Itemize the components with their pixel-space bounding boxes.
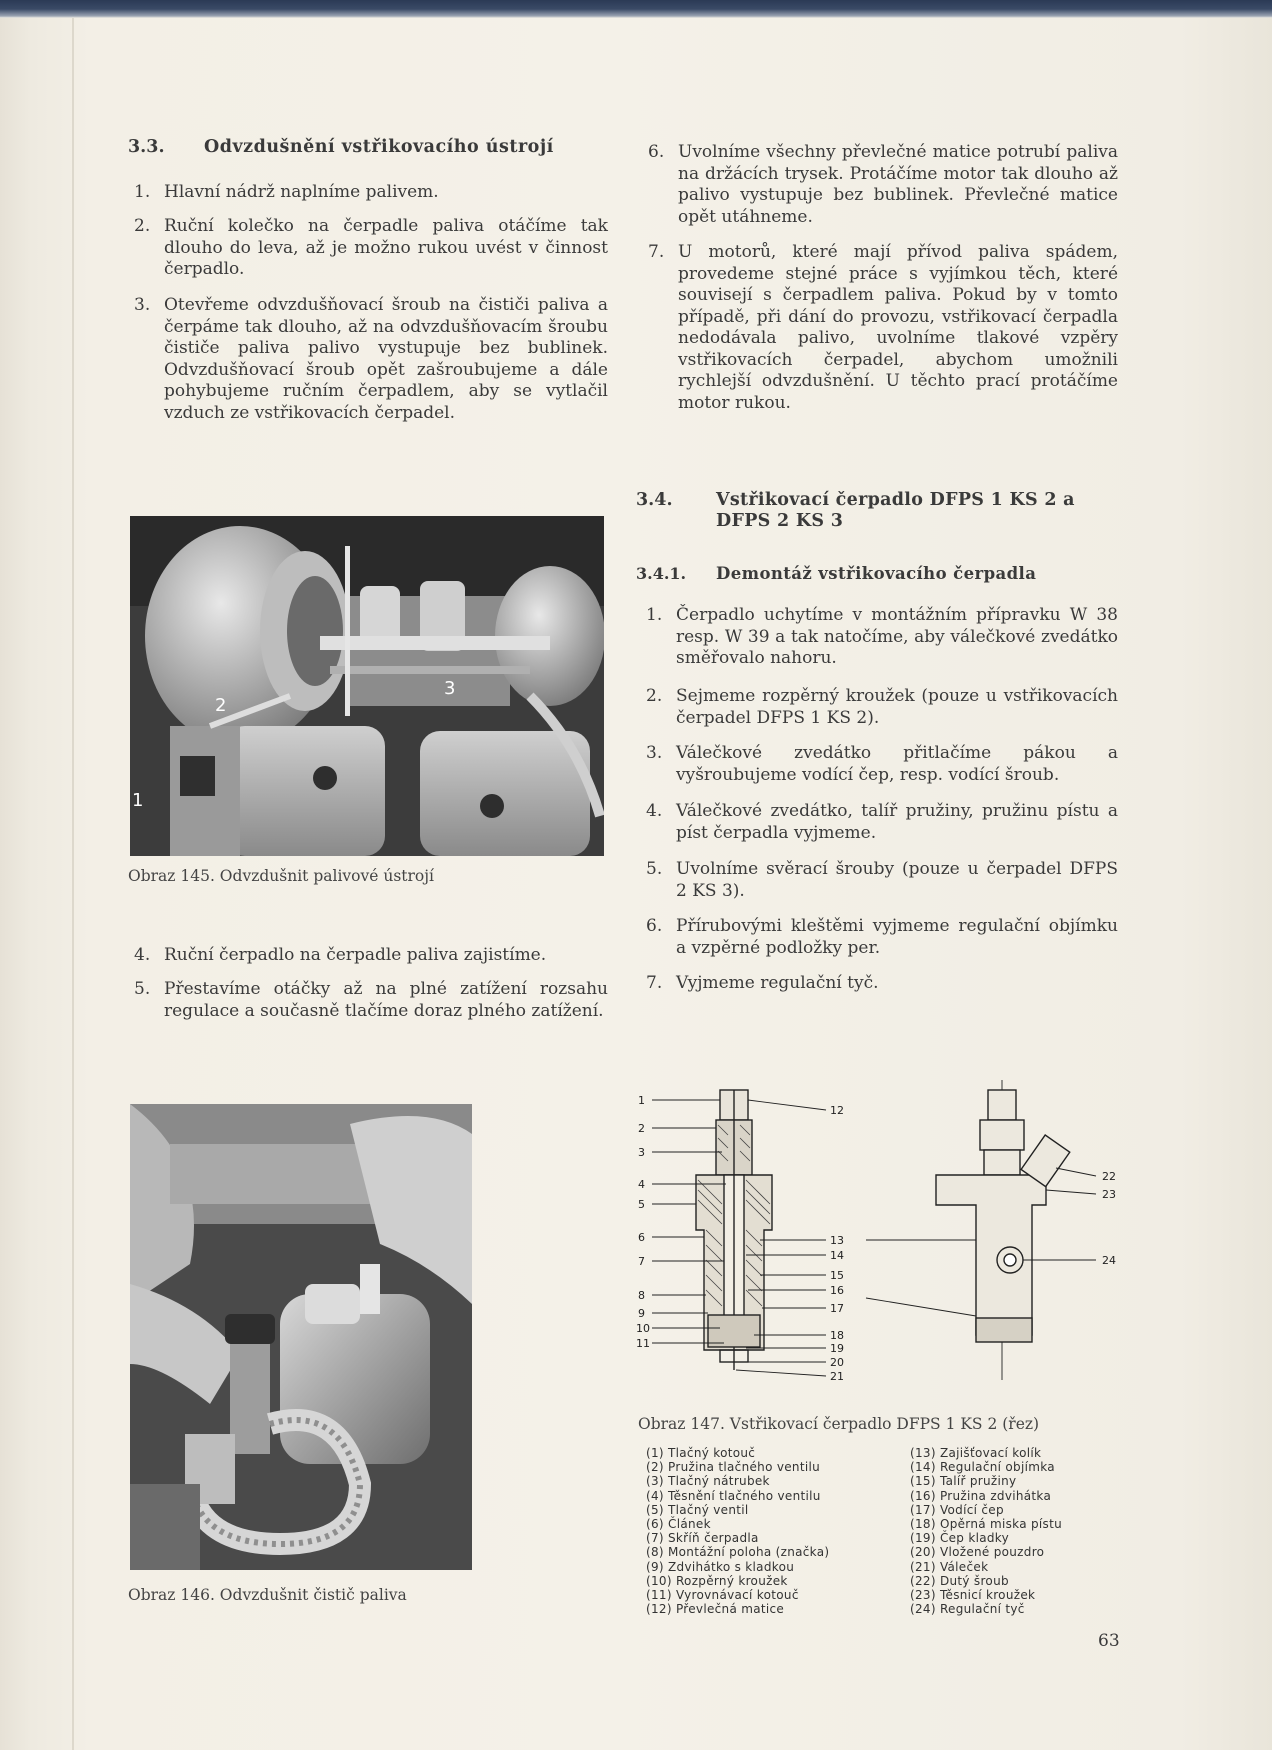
legend-item: (11) Vyrovnávací kotouč: [646, 1588, 799, 1603]
svg-text:6: 6: [638, 1231, 645, 1244]
svg-text:19: 19: [830, 1342, 844, 1355]
legend-right: [910, 1446, 1062, 1616]
item-number: 5.: [646, 859, 663, 879]
item-text: Přírubovými kleštěmi vyjmeme regulační objímku a vzpěrné podložky per.: [676, 916, 1118, 958]
legend-item: (12) Převlečná matice: [646, 1602, 785, 1617]
legend-item: (6) Článek: [646, 1517, 711, 1532]
section-33-title: Odvzdušnění vstřikovacího ústrojí: [204, 137, 554, 157]
svg-text:9: 9: [638, 1307, 645, 1320]
legend-item: (13) Zajišťovací kolík: [910, 1446, 1042, 1460]
legend-item: (2) Pružina tlačného ventilu: [646, 1460, 820, 1475]
legend-item: (8) Montážní poloha (značka): [646, 1545, 830, 1560]
svg-text:1: 1: [638, 1094, 645, 1107]
svg-text:3: 3: [444, 678, 456, 699]
figure-147-drawing: [636, 1080, 1126, 1405]
section-34-number: 3.4.: [636, 490, 673, 510]
legend-item: (23) Těsnicí kroužek: [910, 1588, 1036, 1603]
demontaz-item-4: [646, 801, 1118, 844]
list-item-left-3: [134, 295, 608, 424]
legend-item: (18) Opěrná miska pístu: [910, 1517, 1062, 1532]
item-number: 4.: [646, 801, 663, 821]
svg-text:14: 14: [830, 1249, 844, 1262]
svg-text:7: 7: [638, 1255, 645, 1268]
item-number: 7.: [648, 242, 665, 262]
figure-146-caption: Obraz 146. Odvzdušnit čistič paliva: [128, 1586, 407, 1604]
item-number: 3.: [134, 295, 151, 315]
svg-text:3: 3: [638, 1146, 645, 1159]
section-34-title-line1: Vstřikovací čerpadlo DFPS 1 KS 2 a: [716, 490, 1075, 510]
demontaz-item-7: [646, 973, 1118, 995]
fuel-filter-photo-illustration: [130, 1104, 472, 1570]
legend-item: (10) Rozpěrný kroužek: [646, 1573, 788, 1588]
svg-text:18: 18: [830, 1329, 844, 1342]
svg-text:2: 2: [638, 1122, 645, 1135]
item-number: 6.: [646, 916, 663, 936]
item-text: Ruční čerpadlo na čerpadle paliva zajistíme.: [164, 945, 547, 965]
list-item-left-5: [134, 979, 608, 1022]
item-text: Ruční kolečko na čerpadle paliva otáčíme tak dlouho do leva, až je možno rukou uvést v činnost čerpadlo.: [164, 216, 608, 279]
svg-text:10: 10: [636, 1322, 650, 1335]
list-item-left-4: [134, 945, 608, 967]
legend-item: (9) Zdvihátko s kladkou: [646, 1559, 795, 1574]
item-text: Vyjmeme regulační tyč.: [676, 973, 879, 993]
svg-text:2: 2: [215, 695, 227, 716]
legend-item: (3) Tlačný nátrubek: [646, 1474, 770, 1489]
item-text: Sejmeme rozpěrný kroužek (pouze u vstřikovacích čerpadel DFPS 1 KS 2).: [676, 686, 1118, 728]
svg-text:22: 22: [1102, 1170, 1116, 1183]
svg-text:4: 4: [638, 1178, 645, 1191]
section-341-number: 3.4.1.: [636, 564, 687, 583]
item-text: Uvolníme všechny převlečné matice potrubí paliva na držácích trysek. Protáčíme motor tak dlouho až palivo vystupuje bez bublinek. Převlečné matice opět utáhneme.: [678, 142, 1118, 227]
svg-text:1: 1: [132, 790, 144, 811]
page-gutter: [72, 18, 74, 1750]
demontaz-item-1: [646, 605, 1118, 670]
svg-text:11: 11: [636, 1337, 650, 1350]
item-text: Přestavíme otáčky až na plné zatížení rozsahu regulace a současně tlačíme doraz plného zatížení.: [164, 979, 608, 1021]
list-item-left-1: [134, 182, 608, 204]
svg-text:13: 13: [830, 1234, 844, 1247]
legend-item: (19) Čep kladky: [910, 1531, 1010, 1546]
legend-item: (14) Regulační objímka: [910, 1460, 1055, 1475]
section-33-number: 3.3.: [128, 137, 165, 157]
item-number: 1.: [646, 605, 663, 625]
svg-text:12: 12: [830, 1104, 844, 1117]
item-text: Válečkové zvedátko přitlačíme pákou a vyšroubujeme vodící čep, resp. vodící šroub.: [676, 743, 1118, 785]
svg-text:21: 21: [830, 1370, 844, 1383]
svg-text:16: 16: [830, 1284, 844, 1297]
figure-147-caption: Obraz 147. Vstřikovací čerpadlo DFPS 1 KS 2 (řez): [638, 1415, 1040, 1433]
demontaz-item-3: [646, 743, 1118, 786]
demontaz-item-2: [646, 686, 1118, 729]
list-item-left-2: [134, 216, 608, 281]
item-text: Čerpadlo uchytíme v montážním přípravku W 38 resp. W 39 a tak natočíme, aby válečkové zvedátko směřovalo nahoru.: [676, 605, 1118, 668]
legend-item: (22) Dutý šroub: [910, 1573, 1009, 1588]
item-number: 6.: [648, 142, 665, 162]
item-number: 4.: [134, 945, 151, 965]
svg-text:5: 5: [638, 1198, 645, 1211]
item-number: 7.: [646, 973, 663, 993]
legend-item: (17) Vodící čep: [910, 1502, 1004, 1517]
section-341-title: Demontáž vstřikovacího čerpadla: [716, 564, 1037, 583]
svg-text:20: 20: [830, 1356, 844, 1369]
list-item-right-7: [648, 242, 1118, 414]
demontaz-item-6: [646, 916, 1118, 959]
svg-text:23: 23: [1102, 1188, 1116, 1201]
svg-text:24: 24: [1102, 1254, 1116, 1267]
item-text: Uvolníme svěrací šrouby (pouze u čerpadel DFPS 2 KS 3).: [676, 859, 1118, 901]
legend-item: (1) Tlačný kotouč: [646, 1446, 756, 1460]
legend-item: (20) Vložené pouzdro: [910, 1545, 1045, 1560]
svg-text:8: 8: [638, 1289, 645, 1302]
legend-item: (15) Talíř pružiny: [910, 1474, 1017, 1489]
figure-145-photo: [130, 516, 604, 856]
legend-item: (7) Skříň čerpadla: [646, 1531, 759, 1546]
item-number: 2.: [646, 686, 663, 706]
figure-145-caption: Obraz 145. Odvzdušnit palivové ústrojí: [128, 867, 435, 885]
item-number: 1.: [134, 182, 151, 202]
legend-item: (5) Tlačný ventil: [646, 1502, 749, 1517]
engine-photo-illustration: [130, 516, 604, 856]
item-text: Otevřeme odvzdušňovací šroub na čističi paliva a čerpáme tak dlouho, až na odvzdušňovacím šroubu čističe paliva palivo vystupuje bez bublinek. Odvzdušňovací šroub opět zašroubujeme a dále pohybujeme ručním čerpadlem, aby se vytlačil vzduch ze vstřikovacích čerpadel.: [164, 295, 608, 423]
legend-item: (24) Regulační tyč: [910, 1602, 1025, 1617]
legend-left: [646, 1446, 829, 1616]
legend-item: (4) Těsnění tlačného ventilu: [646, 1488, 821, 1503]
item-text: Válečkové zvedátko, talíř pružiny, pružinu pístu a píst čerpadla vyjmeme.: [676, 801, 1118, 843]
item-text: U motorů, které mají přívod paliva spádem, provedeme stejné práce s vyjímkou těch, které souvisejí s čerpadlem paliva. Pokud by v tomto případě, při dání do provozu, vstřikovací čerpadla nedodávala palivo, uvolníme tlakové vzpěry vstřikovacích čerpadel, abychom umožnili rychlejší odvzdušnění. U těchto prací protáčíme motor rukou.: [678, 242, 1118, 413]
item-number: 5.: [134, 979, 151, 999]
item-number: 3.: [646, 743, 663, 763]
legend-item: (21) Váleček: [910, 1559, 989, 1574]
section-34-title-line2: DFPS 2 KS 3: [716, 511, 844, 531]
list-item-right-6: [648, 142, 1118, 228]
svg-text:15: 15: [830, 1269, 844, 1282]
scan-top-edge: [0, 0, 1272, 18]
demontaz-item-5: [646, 859, 1118, 902]
legend-item: (16) Pružina zdvihátka: [910, 1488, 1052, 1503]
item-number: 2.: [134, 216, 151, 236]
page-number: 63: [1098, 1631, 1120, 1651]
svg-text:17: 17: [830, 1302, 844, 1315]
item-text: Hlavní nádrž naplníme palivem.: [164, 182, 439, 202]
figure-146-photo: [130, 1104, 472, 1570]
